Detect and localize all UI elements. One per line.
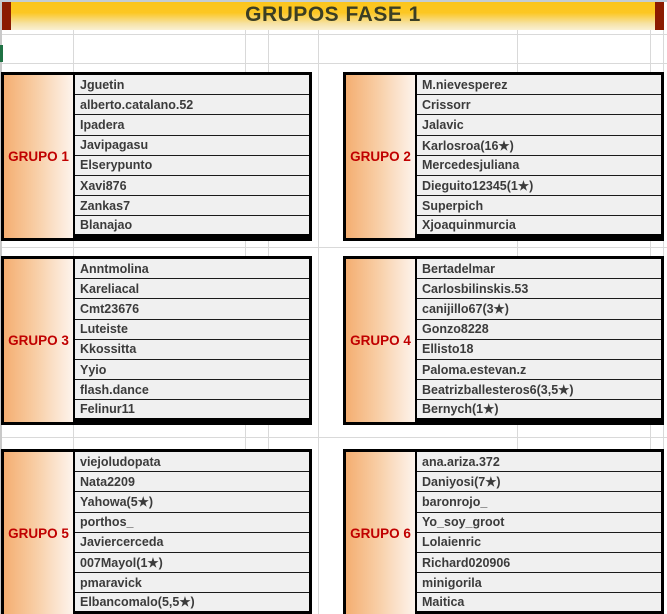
gridline-horizontal — [0, 63, 667, 64]
title-banner — [2, 2, 664, 30]
group-label-cell[interactable] — [4, 452, 75, 614]
player-cell[interactable]: Richard020906 — [417, 553, 661, 573]
player-cell[interactable]: Kareliacal — [75, 279, 309, 299]
player-cell[interactable]: pmaravick — [75, 573, 309, 593]
group-table-3 — [1, 256, 312, 425]
player-cell[interactable]: alberto.catalano.52 — [75, 95, 309, 115]
player-list — [75, 259, 309, 422]
banner-title-cell[interactable] — [11, 2, 655, 30]
player-cell[interactable]: Paloma.estevan.z — [417, 360, 661, 380]
page-title: GRUPOS FASE 1 — [245, 3, 421, 26]
group-label: GRUPO 6 — [350, 526, 411, 541]
group-table-4 — [343, 256, 664, 425]
player-cell[interactable]: Anntmolina — [75, 259, 309, 279]
player-cell[interactable]: baronrojo_ — [417, 492, 661, 512]
gridline-vertical — [318, 30, 319, 614]
player-cell[interactable]: Elbancomalo(5,5★) — [75, 593, 309, 610]
player-cell[interactable]: Gonzo8228 — [417, 320, 661, 340]
player-cell[interactable]: Mercedesjuliana — [417, 156, 661, 176]
player-cell[interactable]: Superpich — [417, 196, 661, 216]
banner-end-cap-left — [2, 2, 11, 30]
player-cell[interactable]: viejoludopata — [75, 452, 309, 472]
player-list — [417, 75, 661, 238]
player-cell[interactable]: Yo_soy_groot — [417, 513, 661, 533]
player-list — [75, 75, 309, 238]
group-table-1 — [1, 72, 312, 241]
group-label-cell[interactable] — [346, 259, 417, 422]
group-label: GRUPO 5 — [8, 526, 69, 541]
player-cell[interactable]: Javipagasu — [75, 136, 309, 156]
group-label-cell[interactable] — [4, 259, 75, 422]
player-cell[interactable]: Felinur11 — [75, 400, 309, 417]
player-cell[interactable]: Jalavic — [417, 115, 661, 135]
player-cell[interactable]: canijillo67(3★) — [417, 299, 661, 319]
player-cell[interactable]: Karlosroa(16★) — [417, 136, 661, 156]
player-cell[interactable]: Jguetin — [75, 75, 309, 95]
player-cell[interactable]: Yahowa(5★) — [75, 492, 309, 512]
player-cell[interactable]: Kkossitta — [75, 340, 309, 360]
gridline-horizontal — [0, 34, 667, 35]
player-cell[interactable]: Crissorr — [417, 95, 661, 115]
player-list — [417, 452, 661, 614]
player-cell[interactable]: Carlosbilinskis.53 — [417, 279, 661, 299]
group-label: GRUPO 3 — [8, 333, 69, 348]
group-table-6 — [343, 449, 664, 614]
banner-end-cap-right — [655, 2, 664, 30]
group-table-5 — [1, 449, 312, 614]
player-list — [417, 259, 661, 422]
player-cell[interactable]: flash.dance — [75, 380, 309, 400]
player-cell[interactable]: Beatrizballesteros6(3,5★) — [417, 380, 661, 400]
gridline-horizontal — [0, 247, 667, 248]
player-cell[interactable]: minigorila — [417, 573, 661, 593]
player-cell[interactable]: Nata2209 — [75, 472, 309, 492]
player-cell[interactable]: 007Mayol(1★) — [75, 553, 309, 573]
group-label: GRUPO 1 — [8, 149, 69, 164]
player-cell[interactable]: porthos_ — [75, 513, 309, 533]
player-cell[interactable]: Cmt23676 — [75, 299, 309, 319]
active-cell-selection-mark — [0, 45, 3, 62]
group-label-cell[interactable] — [346, 452, 417, 614]
player-cell[interactable]: Dieguito12345(1★) — [417, 176, 661, 196]
player-cell[interactable]: Ellisto18 — [417, 340, 661, 360]
player-cell[interactable]: Bernych(1★) — [417, 400, 661, 417]
group-label-cell[interactable] — [4, 75, 75, 238]
group-table-2 — [343, 72, 664, 241]
player-cell[interactable]: Maitica — [417, 593, 661, 610]
player-cell[interactable]: Bertadelmar — [417, 259, 661, 279]
group-label-cell[interactable] — [346, 75, 417, 238]
player-list — [75, 452, 309, 614]
player-cell[interactable]: ana.ariza.372 — [417, 452, 661, 472]
player-cell[interactable]: Xavi876 — [75, 176, 309, 196]
gridline-horizontal — [0, 437, 667, 438]
player-cell[interactable]: Ipadera — [75, 115, 309, 135]
player-cell[interactable]: M.nievesperez — [417, 75, 661, 95]
player-cell[interactable]: Javiercerceda — [75, 533, 309, 553]
player-cell[interactable]: Zankas7 — [75, 196, 309, 216]
player-cell[interactable]: Yyio — [75, 360, 309, 380]
player-cell[interactable]: Xjoaquinmurcia — [417, 216, 661, 233]
group-label: GRUPO 4 — [350, 333, 411, 348]
player-cell[interactable]: Blanajao — [75, 216, 309, 233]
player-cell[interactable]: Daniyosi(7★) — [417, 472, 661, 492]
player-cell[interactable]: Elserypunto — [75, 156, 309, 176]
player-cell[interactable]: Luteiste — [75, 320, 309, 340]
group-label: GRUPO 2 — [350, 149, 411, 164]
player-cell[interactable]: Lolaienric — [417, 533, 661, 553]
